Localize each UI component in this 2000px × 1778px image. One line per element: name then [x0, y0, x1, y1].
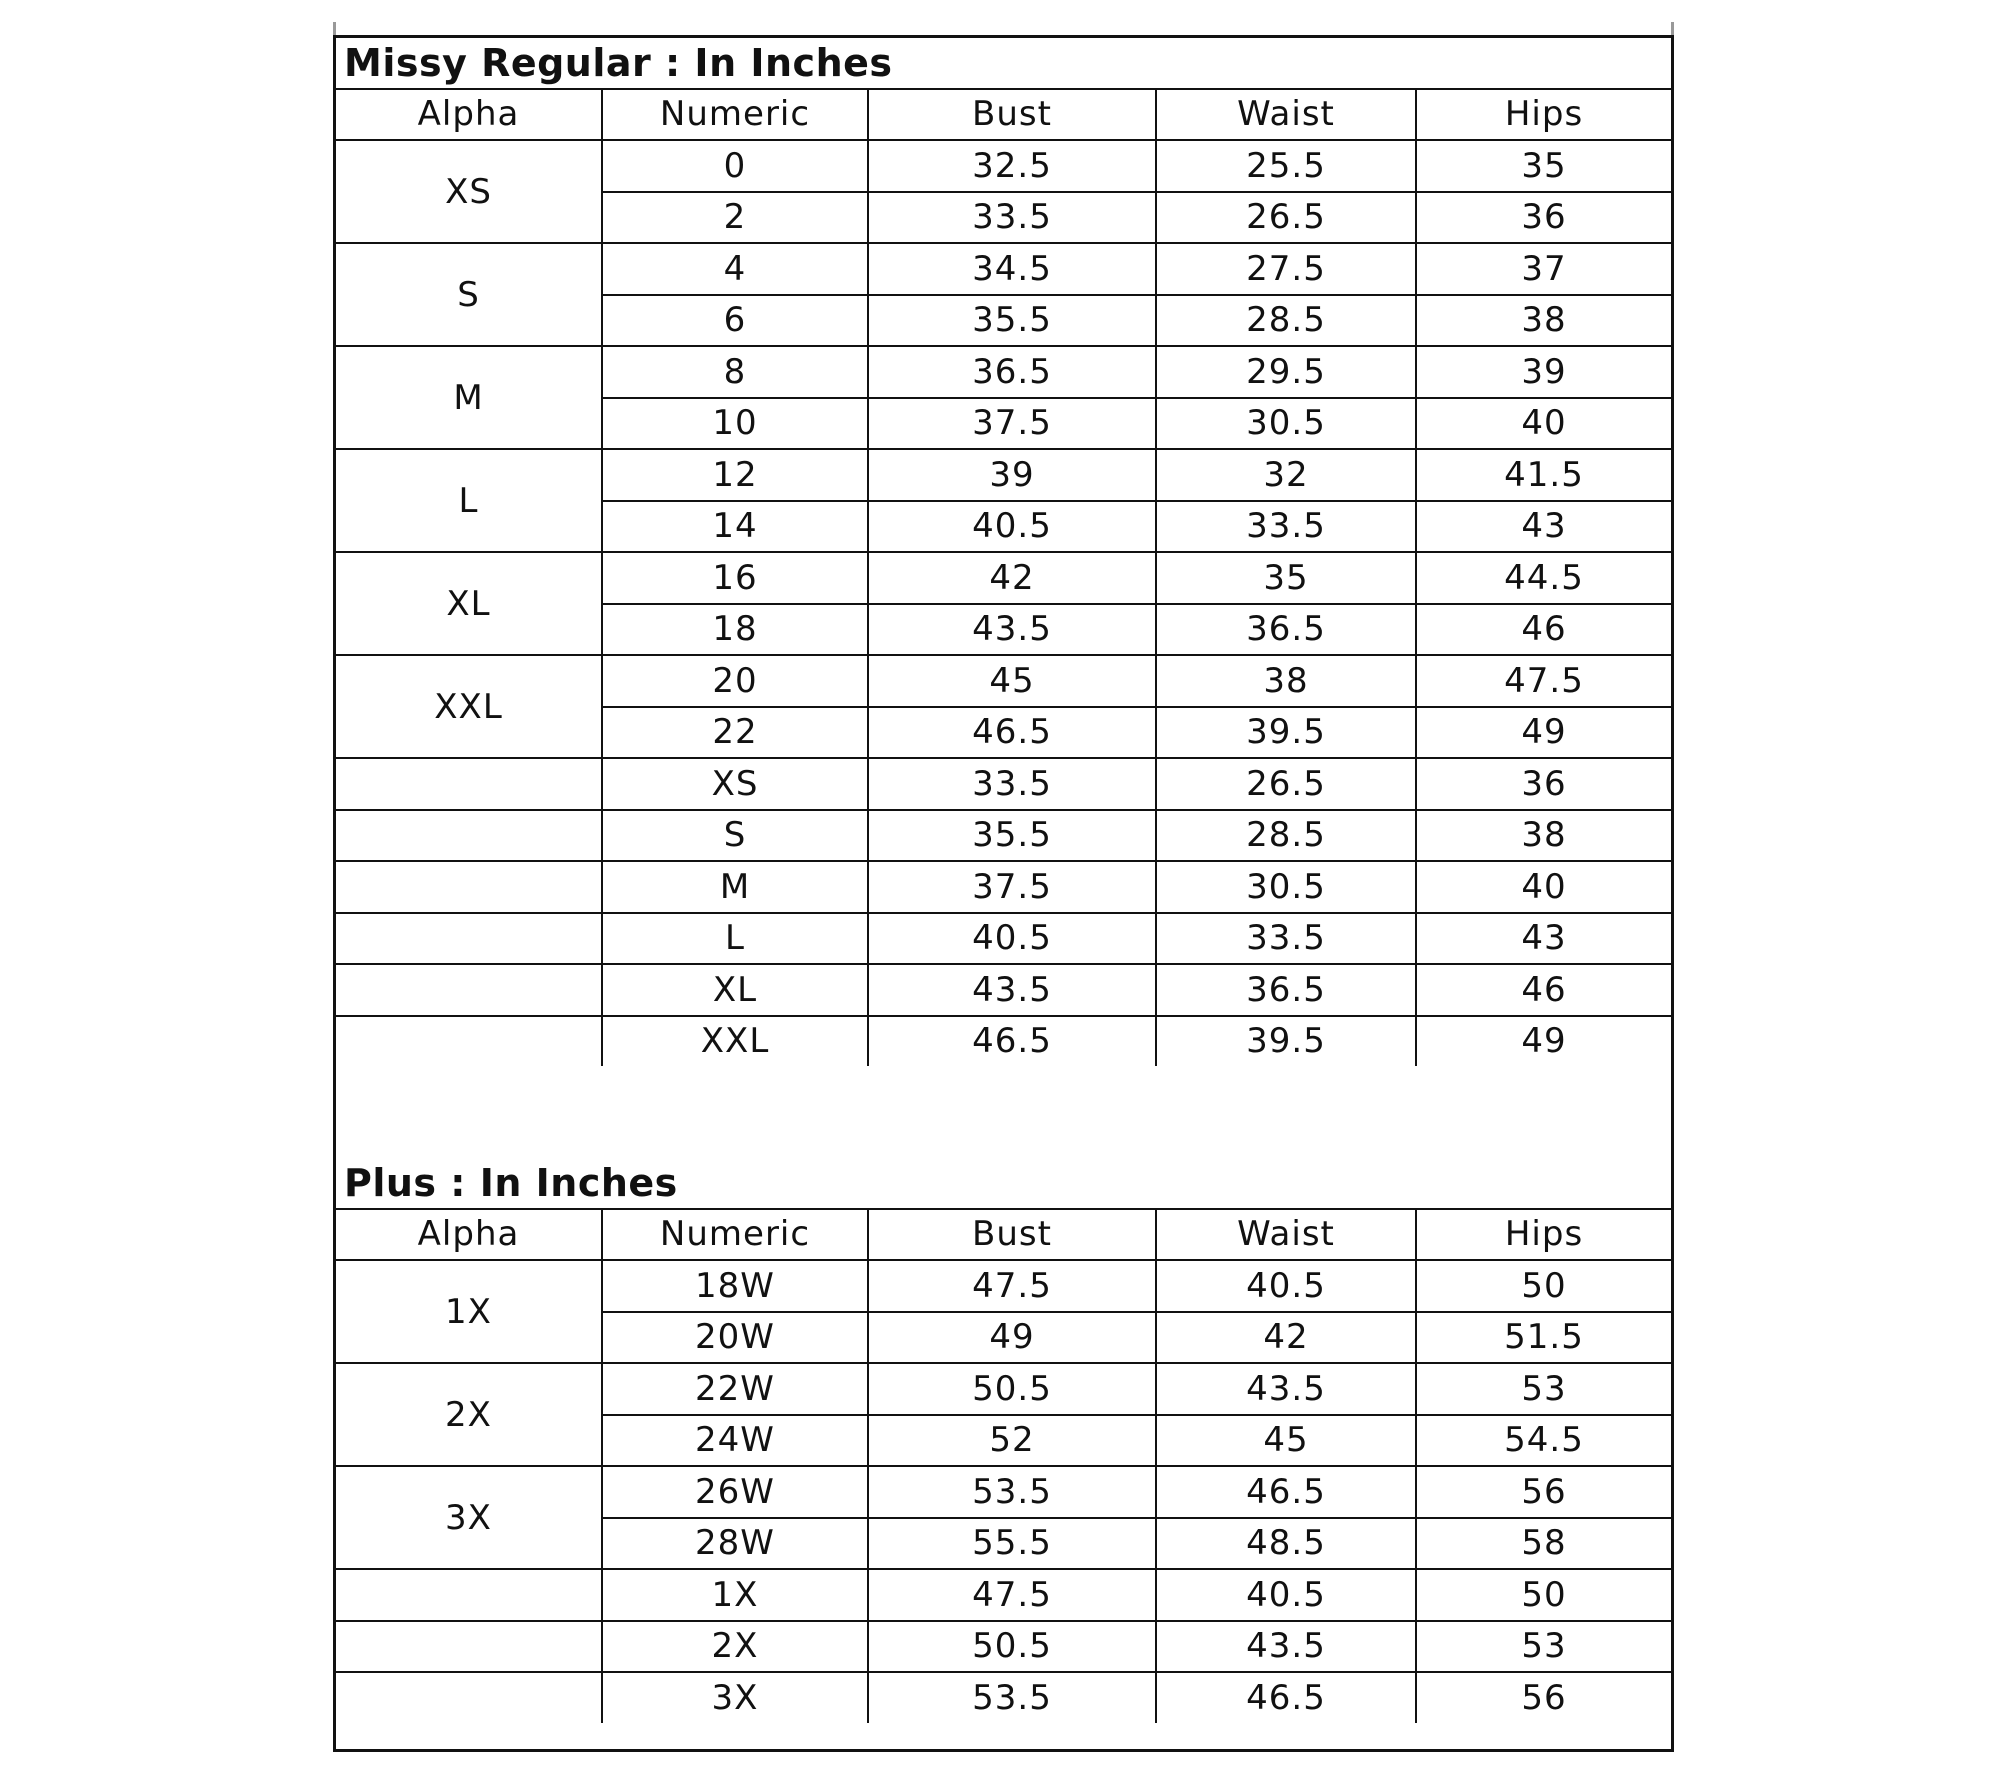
- hips-cell: 38: [1416, 810, 1671, 862]
- waist-cell: 39.5: [1156, 707, 1416, 759]
- table-row: [336, 1363, 1671, 1415]
- table-row: [336, 1260, 1671, 1312]
- alpha-size-cell: [336, 1672, 602, 1723]
- waist-cell: 33.5: [1156, 913, 1416, 965]
- alpha-size-cell: S: [336, 243, 602, 346]
- column-header: Numeric: [602, 1209, 868, 1261]
- alpha-size-cell: [336, 913, 602, 965]
- column-header: Bust: [868, 89, 1156, 141]
- table-row: [336, 1621, 1671, 1673]
- hips-cell: 46: [1416, 604, 1671, 656]
- waist-cell: 26.5: [1156, 758, 1416, 810]
- waist-cell: 40.5: [1156, 1569, 1416, 1621]
- numeric-size-cell: 4: [602, 243, 868, 295]
- waist-cell: 30.5: [1156, 398, 1416, 450]
- numeric-size-cell: 10: [602, 398, 868, 450]
- numeric-size-cell: 22W: [602, 1363, 868, 1415]
- table-row: [336, 655, 1671, 707]
- column-header: Waist: [1156, 1209, 1416, 1261]
- hips-cell: 50: [1416, 1260, 1671, 1312]
- waist-cell: 48.5: [1156, 1518, 1416, 1570]
- column-header: Waist: [1156, 89, 1416, 141]
- column-header: Hips: [1416, 89, 1671, 141]
- numeric-size-cell: 22: [602, 707, 868, 759]
- waist-cell: 28.5: [1156, 810, 1416, 862]
- numeric-size-cell: 8: [602, 346, 868, 398]
- bust-cell: 50.5: [868, 1363, 1156, 1415]
- hips-cell: 56: [1416, 1672, 1671, 1723]
- table-row: [336, 1016, 1671, 1067]
- bust-cell: 43.5: [868, 604, 1156, 656]
- numeric-size-cell: 20W: [602, 1312, 868, 1364]
- numeric-size-cell: 3X: [602, 1672, 868, 1723]
- table-row: [336, 243, 1671, 295]
- hips-cell: 51.5: [1416, 1312, 1671, 1364]
- table-row: [336, 913, 1671, 965]
- table-row: [336, 1466, 1671, 1518]
- numeric-size-cell: 26W: [602, 1466, 868, 1518]
- numeric-size-cell: 12: [602, 449, 868, 501]
- waist-cell: 39.5: [1156, 1016, 1416, 1067]
- missy-table-body: [336, 38, 1671, 1066]
- hips-cell: 44.5: [1416, 552, 1671, 604]
- numeric-size-cell: 2X: [602, 1621, 868, 1673]
- bust-cell: 40.5: [868, 501, 1156, 553]
- alpha-size-cell: 2X: [336, 1363, 602, 1466]
- size-chart-sheet: [333, 35, 1674, 1752]
- alpha-size-cell: [336, 964, 602, 1016]
- waist-cell: 46.5: [1156, 1466, 1416, 1518]
- numeric-size-cell: 18W: [602, 1260, 868, 1312]
- numeric-size-cell: S: [602, 810, 868, 862]
- numeric-size-cell: M: [602, 861, 868, 913]
- numeric-size-cell: 6: [602, 295, 868, 347]
- hips-cell: 36: [1416, 192, 1671, 244]
- waist-cell: 36.5: [1156, 964, 1416, 1016]
- waist-cell: 36.5: [1156, 604, 1416, 656]
- table-row: [336, 449, 1671, 501]
- missy-title-row: [336, 38, 1671, 89]
- alpha-size-cell: [336, 810, 602, 862]
- plus-table-title: Plus : In Inches: [336, 1158, 1671, 1209]
- hips-cell: 38: [1416, 295, 1671, 347]
- bust-cell: 33.5: [868, 192, 1156, 244]
- numeric-size-cell: L: [602, 913, 868, 965]
- missy-header-row: [336, 89, 1671, 141]
- bust-cell: 47.5: [868, 1569, 1156, 1621]
- hips-cell: 43: [1416, 913, 1671, 965]
- plus-header-row: [336, 1209, 1671, 1261]
- numeric-size-cell: 20: [602, 655, 868, 707]
- bust-cell: 53.5: [868, 1672, 1156, 1723]
- bust-cell: 33.5: [868, 758, 1156, 810]
- table-row: [336, 964, 1671, 1016]
- alpha-size-cell: [336, 861, 602, 913]
- alpha-size-cell: XS: [336, 140, 602, 243]
- bust-cell: 36.5: [868, 346, 1156, 398]
- alpha-size-cell: [336, 1569, 602, 1621]
- waist-cell: 32: [1156, 449, 1416, 501]
- hips-cell: 53: [1416, 1363, 1671, 1415]
- hips-cell: 37: [1416, 243, 1671, 295]
- hips-cell: 41.5: [1416, 449, 1671, 501]
- hips-cell: 49: [1416, 1016, 1671, 1067]
- numeric-size-cell: XL: [602, 964, 868, 1016]
- numeric-size-cell: 0: [602, 140, 868, 192]
- hips-cell: 58: [1416, 1518, 1671, 1570]
- waist-cell: 27.5: [1156, 243, 1416, 295]
- bust-cell: 39: [868, 449, 1156, 501]
- bust-cell: 35.5: [868, 295, 1156, 347]
- waist-cell: 43.5: [1156, 1363, 1416, 1415]
- corner-mark-right: [1671, 22, 1674, 36]
- bust-cell: 52: [868, 1415, 1156, 1467]
- alpha-size-cell: L: [336, 449, 602, 552]
- column-header: Bust: [868, 1209, 1156, 1261]
- alpha-size-cell: [336, 1016, 602, 1067]
- hips-cell: 40: [1416, 398, 1671, 450]
- hips-cell: 50: [1416, 1569, 1671, 1621]
- bust-cell: 32.5: [868, 140, 1156, 192]
- waist-cell: 33.5: [1156, 501, 1416, 553]
- alpha-size-cell: XXL: [336, 655, 602, 758]
- table-row: [336, 758, 1671, 810]
- plus-title-row: [336, 1158, 1671, 1209]
- waist-cell: 25.5: [1156, 140, 1416, 192]
- column-header: Numeric: [602, 89, 868, 141]
- numeric-size-cell: 1X: [602, 1569, 868, 1621]
- bust-cell: 43.5: [868, 964, 1156, 1016]
- waist-cell: 46.5: [1156, 1672, 1416, 1723]
- waist-cell: 30.5: [1156, 861, 1416, 913]
- waist-cell: 26.5: [1156, 192, 1416, 244]
- alpha-size-cell: M: [336, 346, 602, 449]
- table-row: [336, 1569, 1671, 1621]
- waist-cell: 35: [1156, 552, 1416, 604]
- numeric-size-cell: 28W: [602, 1518, 868, 1570]
- hips-cell: 40: [1416, 861, 1671, 913]
- numeric-size-cell: 24W: [602, 1415, 868, 1467]
- bust-cell: 35.5: [868, 810, 1156, 862]
- bust-cell: 46.5: [868, 1016, 1156, 1067]
- hips-cell: 54.5: [1416, 1415, 1671, 1467]
- alpha-size-cell: XL: [336, 552, 602, 655]
- hips-cell: 35: [1416, 140, 1671, 192]
- bust-cell: 50.5: [868, 1621, 1156, 1673]
- numeric-size-cell: 18: [602, 604, 868, 656]
- bust-cell: 37.5: [868, 398, 1156, 450]
- waist-cell: 42: [1156, 1312, 1416, 1364]
- waist-cell: 29.5: [1156, 346, 1416, 398]
- numeric-size-cell: XS: [602, 758, 868, 810]
- waist-cell: 45: [1156, 1415, 1416, 1467]
- bust-cell: 37.5: [868, 861, 1156, 913]
- table-row: [336, 140, 1671, 192]
- bust-cell: 47.5: [868, 1260, 1156, 1312]
- waist-cell: 38: [1156, 655, 1416, 707]
- numeric-size-cell: 14: [602, 501, 868, 553]
- bust-cell: 42: [868, 552, 1156, 604]
- hips-cell: 43: [1416, 501, 1671, 553]
- waist-cell: 43.5: [1156, 1621, 1416, 1673]
- hips-cell: 49: [1416, 707, 1671, 759]
- plus-size-table: [336, 1158, 1671, 1723]
- waist-cell: 40.5: [1156, 1260, 1416, 1312]
- waist-cell: 28.5: [1156, 295, 1416, 347]
- hips-cell: 53: [1416, 1621, 1671, 1673]
- bust-cell: 40.5: [868, 913, 1156, 965]
- bust-cell: 45: [868, 655, 1156, 707]
- bust-cell: 34.5: [868, 243, 1156, 295]
- table-row: [336, 552, 1671, 604]
- alpha-size-cell: 1X: [336, 1260, 602, 1363]
- alpha-size-cell: [336, 1621, 602, 1673]
- column-header: Hips: [1416, 1209, 1671, 1261]
- column-header: Alpha: [336, 1209, 602, 1261]
- table-row: [336, 1672, 1671, 1723]
- alpha-size-cell: [336, 758, 602, 810]
- bust-cell: 46.5: [868, 707, 1156, 759]
- bust-cell: 53.5: [868, 1466, 1156, 1518]
- hips-cell: 39: [1416, 346, 1671, 398]
- numeric-size-cell: 16: [602, 552, 868, 604]
- bust-cell: 55.5: [868, 1518, 1156, 1570]
- table-row: [336, 346, 1671, 398]
- table-row: [336, 861, 1671, 913]
- column-header: Alpha: [336, 89, 602, 141]
- numeric-size-cell: XXL: [602, 1016, 868, 1067]
- hips-cell: 47.5: [1416, 655, 1671, 707]
- bust-cell: 49: [868, 1312, 1156, 1364]
- alpha-size-cell: 3X: [336, 1466, 602, 1569]
- numeric-size-cell: 2: [602, 192, 868, 244]
- hips-cell: 56: [1416, 1466, 1671, 1518]
- hips-cell: 46: [1416, 964, 1671, 1016]
- hips-cell: 36: [1416, 758, 1671, 810]
- plus-table-body: [336, 1158, 1671, 1723]
- corner-mark-left: [333, 22, 336, 36]
- missy-table-title: Missy Regular : In Inches: [336, 38, 1671, 89]
- table-row: [336, 810, 1671, 862]
- missy-size-table: [336, 38, 1671, 1066]
